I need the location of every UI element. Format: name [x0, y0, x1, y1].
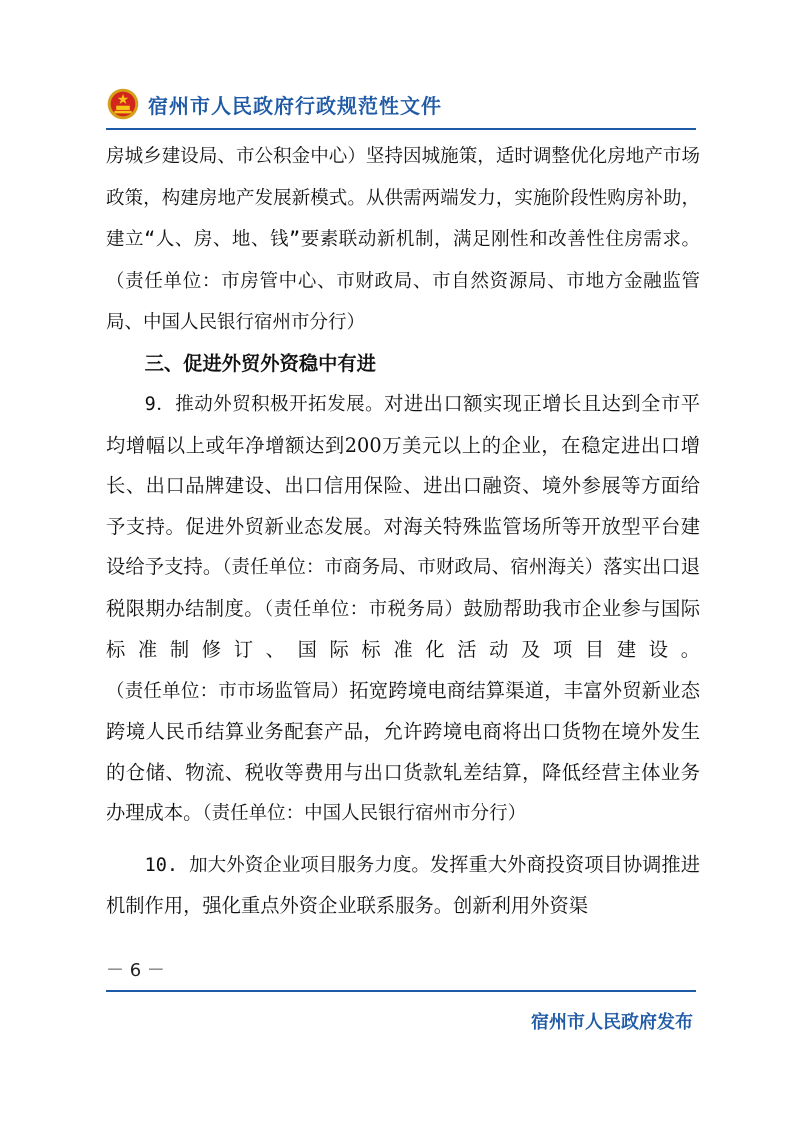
page-number: － 6 －: [106, 960, 165, 981]
header-divider: [106, 128, 696, 130]
header-title: 宿州市人民政府行政规范性文件: [148, 93, 442, 118]
publisher-label: 宿州市人民政府发布: [531, 1012, 693, 1033]
document-body: [106, 136, 700, 927]
document-header: [106, 84, 696, 124]
paragraph-item-10: 10. 加大外资企业项目服务力度。发挥重大外商投资项目协调推进机制作用，强化重点外资企业联系服务。创新利用外资渠: [106, 852, 700, 917]
item-9-title: 9．推动外贸积极开拓发展。: [144, 394, 385, 415]
paragraph-continuation: 房城乡建设局、市公积金中心）坚持因城施策，适时调整优化房地产市场政策，构建房地产发展新模式。从供需两端发力，实施阶段性购房补助，建立“人、房、地、钱”要素联动新机制，满足刚性和改善性住房需求。（责任单位：市房管中心、市财政局、市自然资源局、市地方金融监管局、中国人民银行宿州市分行）: [106, 146, 700, 333]
item-10-title: 10. 加大外资企业项目服务力度。: [144, 854, 430, 876]
footer-divider: [106, 990, 696, 992]
national-emblem-icon: [106, 87, 140, 121]
section-heading: 三、促进外贸外资稳中有进: [144, 351, 376, 375]
paragraph-item-9: 9．推动外贸积极开拓发展。对进出口额实现正增长且达到全市平均增幅以上或年净增额达到200万美元以上的企业，在稳定进出口增长、出口品牌建设、出口信用保险、进出口融资、境外参展等方面给予支持。促进外贸新业态发展。对海关特殊监管场所等开放型平台建设给予支持。（责任单位：市商务局、市财政局、宿州海关）落实出口退税限期办结制度。（责任单位：市税务局）鼓励帮助我市企业参与国际标准制修订、国际标准化活动及项目建设。（责任单位：市市场监管局）拓宽跨境电商结算渠道，丰富外贸新业态跨境人民币结算业务配套产品，允许跨境电商将出口货物在境外发生的仓储、物流、税收等费用与出口货款轧差结算，降低经营主体业务办理成本。（责任单位：中国人民银行宿州市分行）: [106, 392, 701, 824]
